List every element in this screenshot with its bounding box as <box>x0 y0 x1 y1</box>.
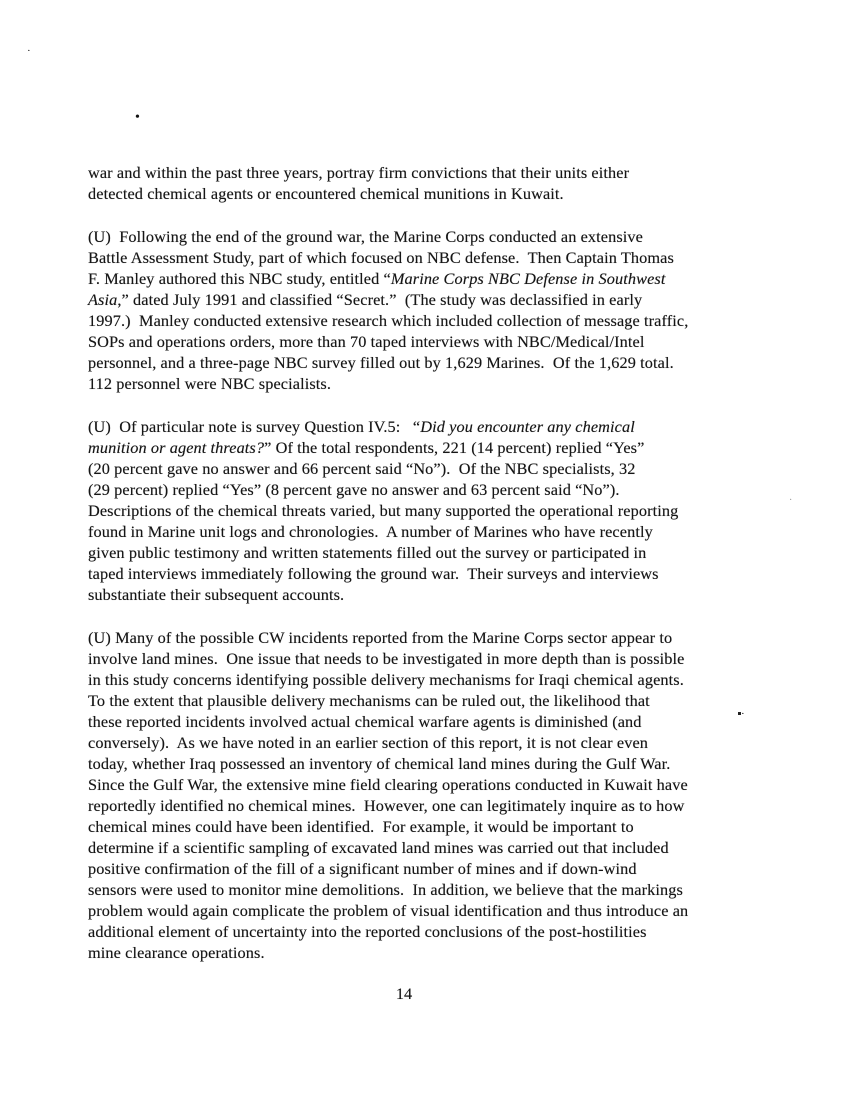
text-line <box>88 732 778 753</box>
text-segment: war and within the past three years, portray firm convictions that their units either <box>88 163 630 182</box>
text-segment: 1997.) Manley conducted extensive research which included collection of message traffic, <box>88 311 689 330</box>
text-line <box>88 310 778 331</box>
text-line <box>88 542 778 563</box>
paragraph <box>88 226 778 394</box>
text-segment: reportedly identified no chemical mines. However, one can legitimately inquire as to how <box>88 796 685 815</box>
scan-speck-top-left: · <box>27 45 31 57</box>
text-segment: problem would again complicate the problem of visual identification and thus introduce an <box>88 901 689 920</box>
text-segment: determine if a scientific sampling of excavated land mines was carried out that included <box>88 838 669 857</box>
text-segment: today, whether Iraq possessed an inventory of chemical land mines during the Gulf War. <box>88 754 671 773</box>
text-segment: SOPs and operations orders, more than 70 taped interviews with NBC/Medical/Intel <box>88 332 645 351</box>
text-line <box>88 162 778 183</box>
text-line <box>88 331 778 352</box>
text-segment: ” Of the total respondents, 221 (14 percent) replied “Yes” <box>264 438 645 457</box>
text-line <box>88 816 778 837</box>
text-segment: (20 percent gave no answer and 66 percent said “No”). Of the NBC specialists, 32 <box>88 459 636 478</box>
text-line <box>88 500 778 521</box>
text-line <box>88 268 778 289</box>
italic-text-segment: Did you encounter any chemical <box>420 417 635 436</box>
text-segment: Battle Assessment Study, part of which focused on NBC defense. Then Captain Thomas <box>88 248 674 267</box>
text-segment: ,” dated July 1991 and classified “Secret.” (The study was declassified in early <box>117 290 643 309</box>
text-segment: F. Manley authored this NBC study, entitled “ <box>88 269 391 288</box>
text-segment: mine clearance operations. <box>88 943 265 962</box>
text-segment: taped interviews immediately following the ground war. Their surveys and interviews <box>88 564 659 583</box>
text-segment: (U) Many of the possible CW incidents reported from the Marine Corps sector appear to <box>88 628 673 647</box>
text-line <box>88 627 778 648</box>
text-line <box>88 900 778 921</box>
text-segment: chemical mines could have been identified. For example, it would be important to <box>88 817 634 836</box>
text-line <box>88 648 778 669</box>
text-line <box>88 458 778 479</box>
text-line <box>88 479 778 500</box>
text-line <box>88 753 778 774</box>
page-number: 14 <box>395 984 413 1003</box>
text-segment: Since the Gulf War, the extensive mine field clearing operations conducted in Kuwait have <box>88 775 688 794</box>
text-line <box>88 921 778 942</box>
paragraph <box>88 416 778 605</box>
text-line <box>88 879 778 900</box>
text-line <box>88 437 778 458</box>
text-segment: (U) Following the end of the ground war, the Marine Corps conducted an extensive <box>88 227 643 246</box>
italic-text-segment: Asia <box>88 290 118 309</box>
text-segment: (U) Of particular note is survey Question IV.5: “ <box>88 417 421 436</box>
text-segment: involve land mines. One issue that needs to be investigated in more depth than is possible <box>88 649 685 668</box>
text-segment: given public testimony and written statements filled out the survey or participated in <box>88 543 647 562</box>
text-line <box>88 563 778 584</box>
bullet-mark: • <box>135 110 140 125</box>
italic-text-segment: munition or agent threats? <box>88 438 265 457</box>
text-line <box>88 837 778 858</box>
text-segment: To the extent that plausible delivery mechanisms can be ruled out, the likelihood that <box>88 691 650 710</box>
scan-smudge-dot: · <box>741 708 744 720</box>
text-line <box>88 774 778 795</box>
text-line <box>88 584 778 605</box>
text-line <box>88 711 778 732</box>
text-segment: additional element of uncertainty into the reported conclusions of the post-hostilities <box>88 922 647 941</box>
paragraph <box>88 627 778 963</box>
text-block <box>88 162 778 985</box>
text-line <box>88 416 778 437</box>
text-segment: positive confirmation of the fill of a significant number of mines and if down-wind <box>88 859 637 878</box>
text-line <box>88 942 778 963</box>
text-segment: found in Marine unit logs and chronologies. A number of Marines who have recently <box>88 522 653 541</box>
scan-speck-right-margin: · <box>789 495 793 506</box>
text-line <box>88 669 778 690</box>
text-segment: conversely). As we have noted in an earlier section of this report, it is not clear even <box>88 733 649 752</box>
italic-text-segment: Marine Corps NBC Defense in Southwest <box>390 269 666 288</box>
text-line <box>88 795 778 816</box>
text-segment: personnel, and a three-page NBC survey filled out by 1,629 Marines. Of the 1,629 total. <box>88 353 674 372</box>
text-line <box>88 352 778 373</box>
text-line <box>88 247 778 268</box>
text-segment: detected chemical agents or encountered chemical munitions in Kuwait. <box>88 184 564 203</box>
text-segment: these reported incidents involved actual chemical warfare agents is diminished (and <box>88 712 642 731</box>
text-line <box>88 226 778 247</box>
text-segment: in this study concerns identifying possible delivery mechanisms for Iraqi chemical agents. <box>88 670 684 689</box>
text-line <box>88 373 778 394</box>
text-line <box>88 858 778 879</box>
text-segment: 112 personnel were NBC specialists. <box>88 374 331 393</box>
text-line <box>88 183 778 204</box>
text-line <box>88 289 778 310</box>
text-segment: (29 percent) replied “Yes” (8 percent gave no answer and 63 percent said “No”). <box>88 480 620 499</box>
text-line <box>88 521 778 542</box>
text-segment: Descriptions of the chemical threats varied, but many supported the operational reporting <box>88 501 679 520</box>
text-segment: substantiate their subsequent accounts. <box>88 585 345 604</box>
paragraph <box>88 162 778 204</box>
text-line <box>88 690 778 711</box>
text-segment: sensors were used to monitor mine demolitions. In addition, we believe that the markings <box>88 880 683 899</box>
